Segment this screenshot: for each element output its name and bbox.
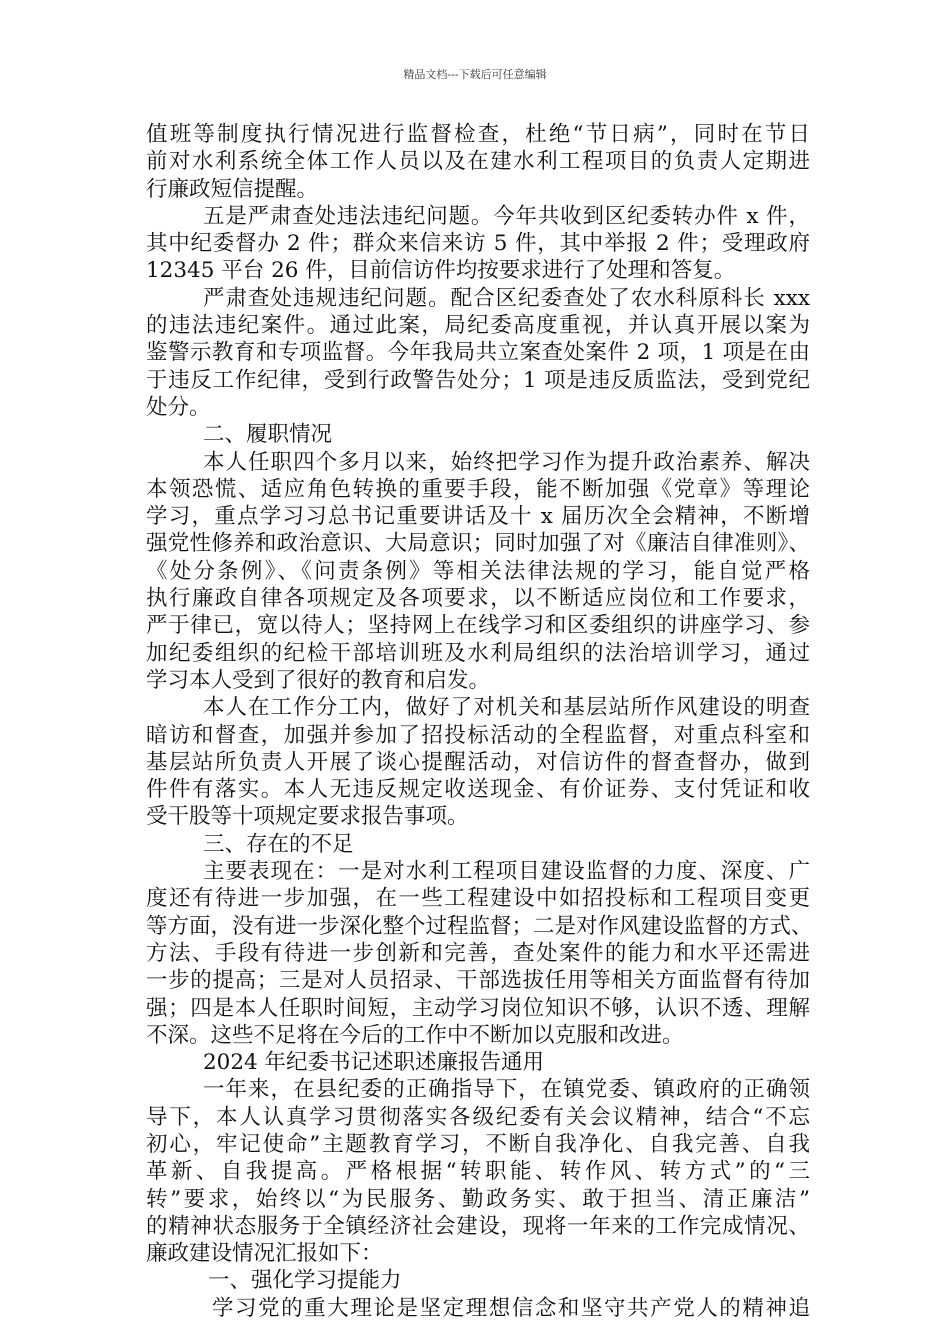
section-heading: 一、强化学习提能力 <box>208 1268 402 1294</box>
text-line: 学习本人受到了很好的教育和启发。 <box>146 667 491 693</box>
text-line: 前对水利系统全体工作人员以及在建水利工程项目的负责人定期进 <box>146 149 810 175</box>
text-line: 导下，本人认真学习贯彻落实各级纪委有关会议精神，结合“不忘 <box>146 1104 810 1130</box>
text-line: 的精神状态服务于全镇经济社会建设，现将一年来的工作完成情况、 <box>146 1213 810 1239</box>
text-line: 廉政建设情况汇报如下： <box>146 1241 383 1267</box>
page-header: 精品文档---下载后可任意编辑 <box>403 68 547 81</box>
text-line: 暗访和督查，加强并参加了招投标活动的全程监督，对重点科室和 <box>146 722 810 748</box>
text-line: 转”要求，始终以“为民服务、勤政务实、敢于担当、清正廉洁” <box>146 1186 810 1212</box>
text-line: 一步的提高；三是对人员招录、干部选拔任用等相关方面监督有待加 <box>146 968 810 994</box>
text-line: 鉴警示教育和专项监督。今年我局共立案查处案件 2 项，1 项是在由 <box>146 340 810 366</box>
text-line: 一年来，在县纪委的正确指导下，在镇党委、镇政府的正确领 <box>203 1077 810 1103</box>
text-line: 件件有落实。本人无违反规定收送现金、有价证券、支付凭证和收 <box>146 777 810 803</box>
text-line: 革新、自我提高。严格根据“转职能、转作风、转方式”的“三 <box>146 1159 810 1185</box>
text-line: 五是严肃查处违法违纪问题。今年共收到区纪委转办件 x 件， <box>203 203 810 229</box>
text-line: 本人在工作分工内，做好了对机关和基层站所作风建设的明查 <box>203 695 810 721</box>
text-line: 的违法违纪案件。通过此案，局纪委高度重视，并认真开展以案为 <box>146 313 810 339</box>
text-line: 主要表现在：一是对水利工程项目建设监督的力度、深度、广 <box>203 859 810 885</box>
section-heading: 三、存在的不足 <box>203 831 354 857</box>
text-line: 严肃查处违规违纪问题。配合区纪委查处了农水科原科长 xxx <box>203 285 810 311</box>
text-line: 本人任职四个多月以来，始终把学习作为提升政治素养、解决 <box>203 449 810 475</box>
document-body <box>146 121 813 1322</box>
text-line: 强；四是本人任职时间短，主动学习岗位知识不够，认识不透、理解 <box>146 995 810 1021</box>
text-line: 方法、手段有待进一步创新和完善，查处案件的能力和水平还需进 <box>146 940 810 966</box>
text-line: 于违反工作纪律，受到行政警告处分；1 项是违反质监法，受到党纪 <box>146 367 810 393</box>
text-line: 执行廉政自律各项规定及各项要求，以不断适应岗位和工作要求， <box>146 586 810 612</box>
text-line: 其中纪委督办 2 件；群众来信来访 5 件，其中举报 2 件；受理政府 <box>146 231 810 257</box>
text-line: 12345 平台 26 件，目前信访件均按要求进行了处理和答复。 <box>146 258 736 284</box>
text-line: 受干股等十项规定要求报告事项。 <box>146 804 469 830</box>
text-line: 本领恐慌、适应角色转换的重要手段，能不断加强《党章》等理论 <box>146 476 810 502</box>
text-line: 度还有待进一步加强，在一些工程建设中如招投标和工程项目变更 <box>146 886 810 912</box>
text-line: 基层站所负责人开展了谈心提醒活动，对信访件的督查督办，做到 <box>146 749 810 775</box>
text-line: 《处分条例》、《问责条例》等相关法律法规的学习，能自觉严格 <box>146 558 810 584</box>
report-title: 2024 年纪委书记述职述廉报告通用 <box>203 1050 545 1076</box>
text-line: 值班等制度执行情况进行监督检查，杜绝“节日病”，同时在节日 <box>146 122 810 147</box>
text-line: 加纪委组织的纪检干部培训班及水利局组织的法治培训学习，通过 <box>146 640 810 666</box>
text-line: 不深。这些不足将在今后的工作中不断加以克服和改进。 <box>146 1022 684 1048</box>
text-line: 学习党的重大理论是坚定理想信念和坚守共产党人的精神追 <box>212 1295 810 1321</box>
text-line: 等方面，没有进一步深化整个过程监督；二是对作风建设监督的方式、 <box>146 913 813 939</box>
text-line: 处分。 <box>146 394 211 420</box>
text-line: 初心，牢记使命”主题教育学习，不断自我净化、自我完善、自我 <box>146 1131 810 1157</box>
text-line: 强党性修养和政治意识、大局意识；同时加强了对《廉洁自律准则》、 <box>146 531 810 557</box>
text-line: 学习，重点学习习总书记重要讲话及十 x 届历次全会精神，不断增 <box>146 504 810 530</box>
text-line: 行廉政短信提醒。 <box>146 176 319 202</box>
section-heading: 二、履职情况 <box>203 422 333 448</box>
text-line: 严于律已，宽以待人；坚持网上在线学习和区委组织的讲座学习、参 <box>146 613 810 639</box>
